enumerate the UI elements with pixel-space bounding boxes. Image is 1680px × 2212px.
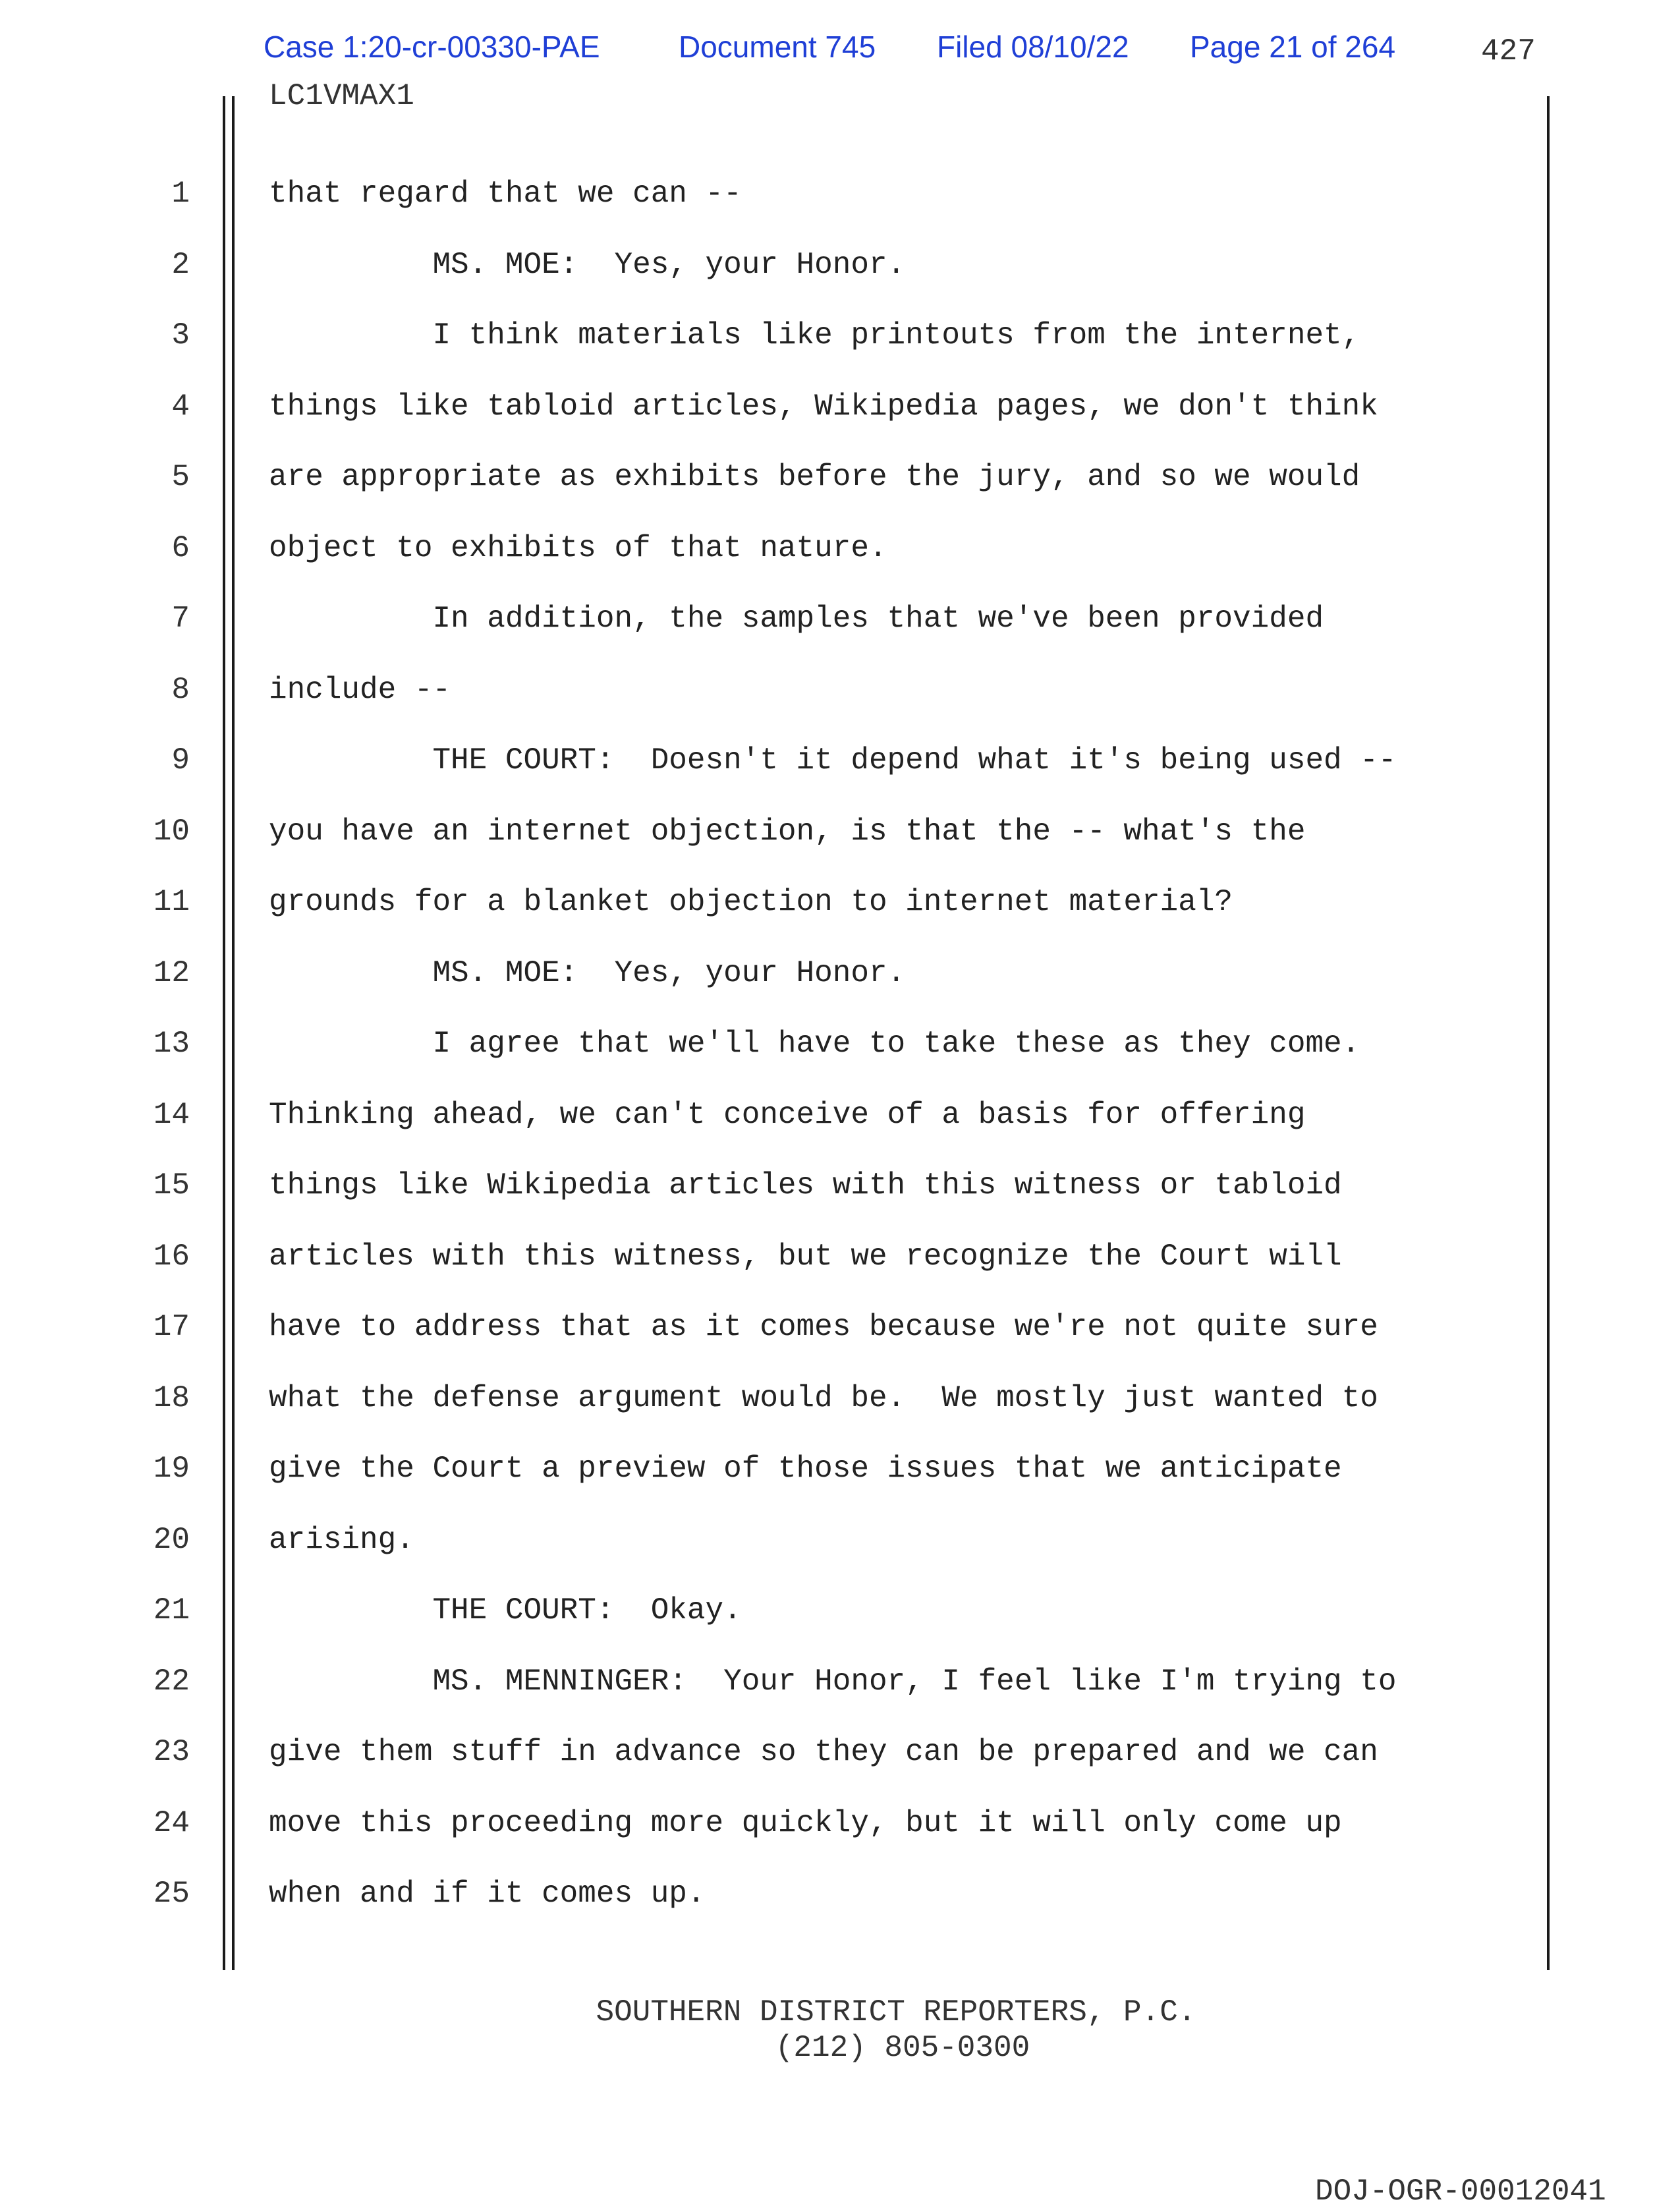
transcript-line: you have an internet objection, is that the -- what's the — [269, 814, 1306, 849]
right-margin-rule — [1547, 96, 1550, 1970]
line-number: 17 — [153, 1310, 190, 1344]
line-number: 2 — [171, 248, 190, 282]
line-number: 20 — [153, 1523, 190, 1557]
transcript-line: are appropriate as exhibits before the jury, and so we would — [269, 460, 1360, 494]
line-number: 12 — [153, 956, 190, 990]
transcript-line: what the defense argument would be. We mostly just wanted to — [269, 1381, 1378, 1415]
bates-number: DOJ-OGR-00012041 — [1315, 2174, 1606, 2209]
transcript-line: when and if it comes up. — [269, 1877, 706, 1911]
reporter-phone: (212) 805-0300 — [775, 2031, 1030, 2065]
transcript-line: grounds for a blanket objection to internet material? — [269, 885, 1233, 919]
transcript-line: arising. — [269, 1523, 414, 1557]
line-number: 18 — [153, 1381, 190, 1415]
header-code: LC1VMAX1 — [269, 79, 414, 113]
line-number: 1 — [171, 177, 190, 211]
line-number: 16 — [153, 1239, 190, 1274]
transcript-line: THE COURT: Okay. — [269, 1593, 742, 1628]
line-number: 22 — [153, 1664, 190, 1699]
transcript-line: things like tabloid articles, Wikipedia pages, we don't think — [269, 389, 1378, 424]
transcript-line: I agree that we'll have to take these as they come. — [269, 1027, 1360, 1061]
transcript-line: give them stuff in advance so they can be prepared and we can — [269, 1735, 1378, 1769]
line-number: 4 — [171, 389, 190, 424]
transcript-line: MS. MOE: Yes, your Honor. — [269, 248, 906, 282]
transcript-line: move this proceeding more quickly, but it will only come up — [269, 1806, 1342, 1840]
line-number: 23 — [153, 1735, 190, 1769]
transcript-line: Thinking ahead, we can't conceive of a basis for offering — [269, 1098, 1306, 1132]
line-number: 19 — [153, 1452, 190, 1486]
transcript-line: things like Wikipedia articles with this witness or tabloid — [269, 1168, 1342, 1203]
line-number: 5 — [171, 460, 190, 494]
transcript-line: have to address that as it comes because we're not quite sure — [269, 1310, 1378, 1344]
left-margin-rule-inner — [232, 96, 235, 1970]
line-number: 21 — [153, 1593, 190, 1628]
line-number: 11 — [153, 885, 190, 919]
transcript-line: that regard that we can -- — [269, 177, 742, 211]
left-margin-rule — [223, 96, 225, 1970]
page-count: Page 21 of 264 — [1190, 30, 1396, 64]
transcript-line: object to exhibits of that nature. — [269, 531, 887, 565]
document-number: Document 745 — [679, 30, 876, 64]
line-number: 3 — [171, 318, 190, 353]
transcript-line: MS. MOE: Yes, your Honor. — [269, 956, 906, 990]
transcript-line: articles with this witness, but we recognize the Court will — [269, 1239, 1342, 1274]
line-number: 24 — [153, 1806, 190, 1840]
line-number: 8 — [171, 673, 190, 707]
transcript-line: include -- — [269, 673, 451, 707]
filed-date: Filed 08/10/22 — [937, 30, 1129, 64]
line-number: 10 — [153, 814, 190, 849]
transcript-line: MS. MENNINGER: Your Honor, I feel like I'm trying to — [269, 1664, 1397, 1699]
transcript-line: I think materials like printouts from the internet, — [269, 318, 1360, 353]
line-number: 7 — [171, 602, 190, 636]
line-number: 25 — [153, 1877, 190, 1911]
reporter-name: SOUTHERN DISTRICT REPORTERS, P.C. — [596, 1995, 1196, 2029]
line-number: 14 — [153, 1098, 190, 1132]
transcript-line: THE COURT: Doesn't it depend what it's being used -- — [269, 743, 1397, 778]
case-number: Case 1:20-cr-00330-PAE — [264, 30, 600, 64]
line-number: 15 — [153, 1168, 190, 1203]
transcript-page-number: 427 — [1481, 34, 1536, 69]
transcript-line: give the Court a preview of those issues that we anticipate — [269, 1452, 1342, 1486]
line-number: 9 — [171, 743, 190, 778]
transcript-line: In addition, the samples that we've been provided — [269, 602, 1324, 636]
line-number: 13 — [153, 1027, 190, 1061]
line-number: 6 — [171, 531, 190, 565]
